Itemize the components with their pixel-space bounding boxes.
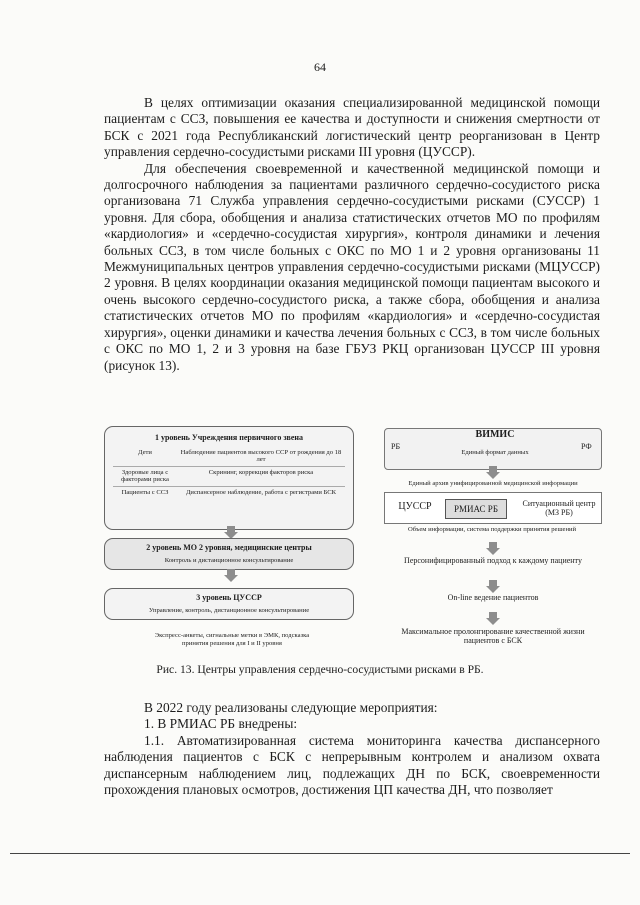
- step-online: On-line ведение пациентов: [447, 593, 539, 602]
- level-3-text: Управление, контроль, дистанционное консультирование: [148, 607, 310, 614]
- vimis-block: [384, 428, 602, 470]
- level-2-text: Контроль и дистанционное консультирование: [164, 557, 294, 564]
- figure-13: [102, 422, 622, 657]
- situation-center-label: Ситуационный центр (МЗ РБ): [522, 499, 596, 517]
- center-row: [384, 492, 602, 524]
- body-text: [104, 95, 600, 374]
- row-text: Наблюдение пациентов высокого ССР от рождения до 18 лет: [180, 449, 342, 464]
- vimis-subtitle: Единый формат данных: [461, 449, 529, 456]
- vimis-label: ВИМИС: [475, 429, 515, 440]
- level-2-block: [104, 538, 354, 570]
- figure-caption: Рис. 13. Центры управления сердечно-сосудистыми рисками в РБ.: [156, 663, 484, 676]
- down-arrow-icon: [486, 466, 500, 478]
- down-arrow-icon: [486, 580, 500, 592]
- row-label: Здоровые лица с факторами риска: [121, 468, 169, 484]
- archive-label: Единый архив унифицированной медицинской информации: [408, 480, 578, 487]
- row-label: Пациенты с ССЗ: [121, 488, 169, 496]
- level-1-block: [104, 426, 354, 530]
- table-row: [113, 467, 345, 487]
- level-1-heading: 1 уровень Учреждения первичного звена: [154, 433, 304, 442]
- table-row: [113, 447, 345, 467]
- down-arrow-icon: [486, 612, 500, 624]
- intro-line: В 2022 году реализованы следующие мероприятия:: [144, 700, 438, 715]
- item-1: 1. В РМИАС РБ внедрены:: [144, 716, 298, 732]
- row-text: Диспансерное наблюдение, работа с регистрами БСК: [185, 488, 337, 496]
- left-note: Экспресс-анкеты, сигнальные метки в ЭМК, подсказка принятия решения для I и II уровня: [154, 632, 310, 647]
- row-text: Скрининг, коррекция факторов риска: [208, 468, 314, 476]
- rmias-label: РМИАС РБ: [445, 499, 507, 519]
- level-3-heading: 3 уровень ЦУССР: [196, 593, 262, 602]
- down-arrow-icon: [224, 526, 238, 538]
- paragraph-1: В целях оптимизации оказания специализированной медицинской помощи пациентам с ССЗ, повышения ее качества и доступности и снижения смертности от БСК с 2021 года Республиканский логистический центр реорганизован в Центр управления сердечно-сосудистыми рисками III уровня (ЦУССР).: [104, 95, 600, 160]
- bottom-text: [104, 700, 600, 798]
- volume-label: Объем информации, система поддержки принятия решений: [407, 526, 577, 533]
- step-prolongation: Максимальное пролонгирование качественной жизни пациентов с БСК: [401, 627, 585, 645]
- table-row: [113, 487, 345, 498]
- page-number: 64: [314, 60, 326, 74]
- item-1-1: 1.1. Автоматизированная система мониторинга качества диспансерного наблюдения пациентов с БСК с непрерывным контролем и анализом охвата диспансерным наблюдением лиц, подлежащих ДН по БСК, своевременности прохождения плановых осмотров, достижения ЦП качества ДН, что позволяет: [104, 732, 600, 798]
- footer-divider: [10, 853, 630, 854]
- rb-label: РБ: [391, 442, 401, 451]
- level-3-block: [104, 588, 354, 620]
- level-1-table: [113, 447, 345, 498]
- cussr-label: ЦУССР: [398, 501, 432, 512]
- paragraph-2: Для обеспечения своевременной и качественной медицинской помощи и долгосрочного наблюдения за пациентами различного сердечно-сосудистого риска организована 71 Служба управления сердечно-сосудистыми рисками (СУССР) 1 уровня. Для сбора, обобщения и анализа статистических отчетов МО по профилям «кардиология» и «сердечно-сосудистая хирургия», контроля динамики и лечения больных ССЗ, в том числе больных с ОКС по МО 1 и 2 уровня организованы 11 Межмуниципальных центров управления сердечно-сосудистыми рисками (МЦУССР) 2 уровня. В целях координации оказания медицинской помощи пациентам высокого и очень высокого сердечно-сосудистого риска, а также сбора, обобщения и анализа статистических отчетов МО по профилям «кардиология» и «сердечно-сосудистая хирургия», оценки динамики и качества лечения больных с ССЗ, в том числе больных с ОКС по МО 1, 2 и 3 уровня на базе ГБУЗ РКЦ организован ЦУССР III уровня (рисунок 13).: [104, 160, 600, 373]
- rf-label: РФ: [581, 442, 592, 451]
- row-label: Дети: [138, 449, 152, 456]
- down-arrow-icon: [224, 569, 238, 581]
- down-arrow-icon: [486, 542, 500, 554]
- level-2-heading: 2 уровень МО 2 уровня, медицинские центры: [146, 543, 312, 552]
- step-personalized: Персонифицированный подход к каждому пациенту: [404, 556, 582, 565]
